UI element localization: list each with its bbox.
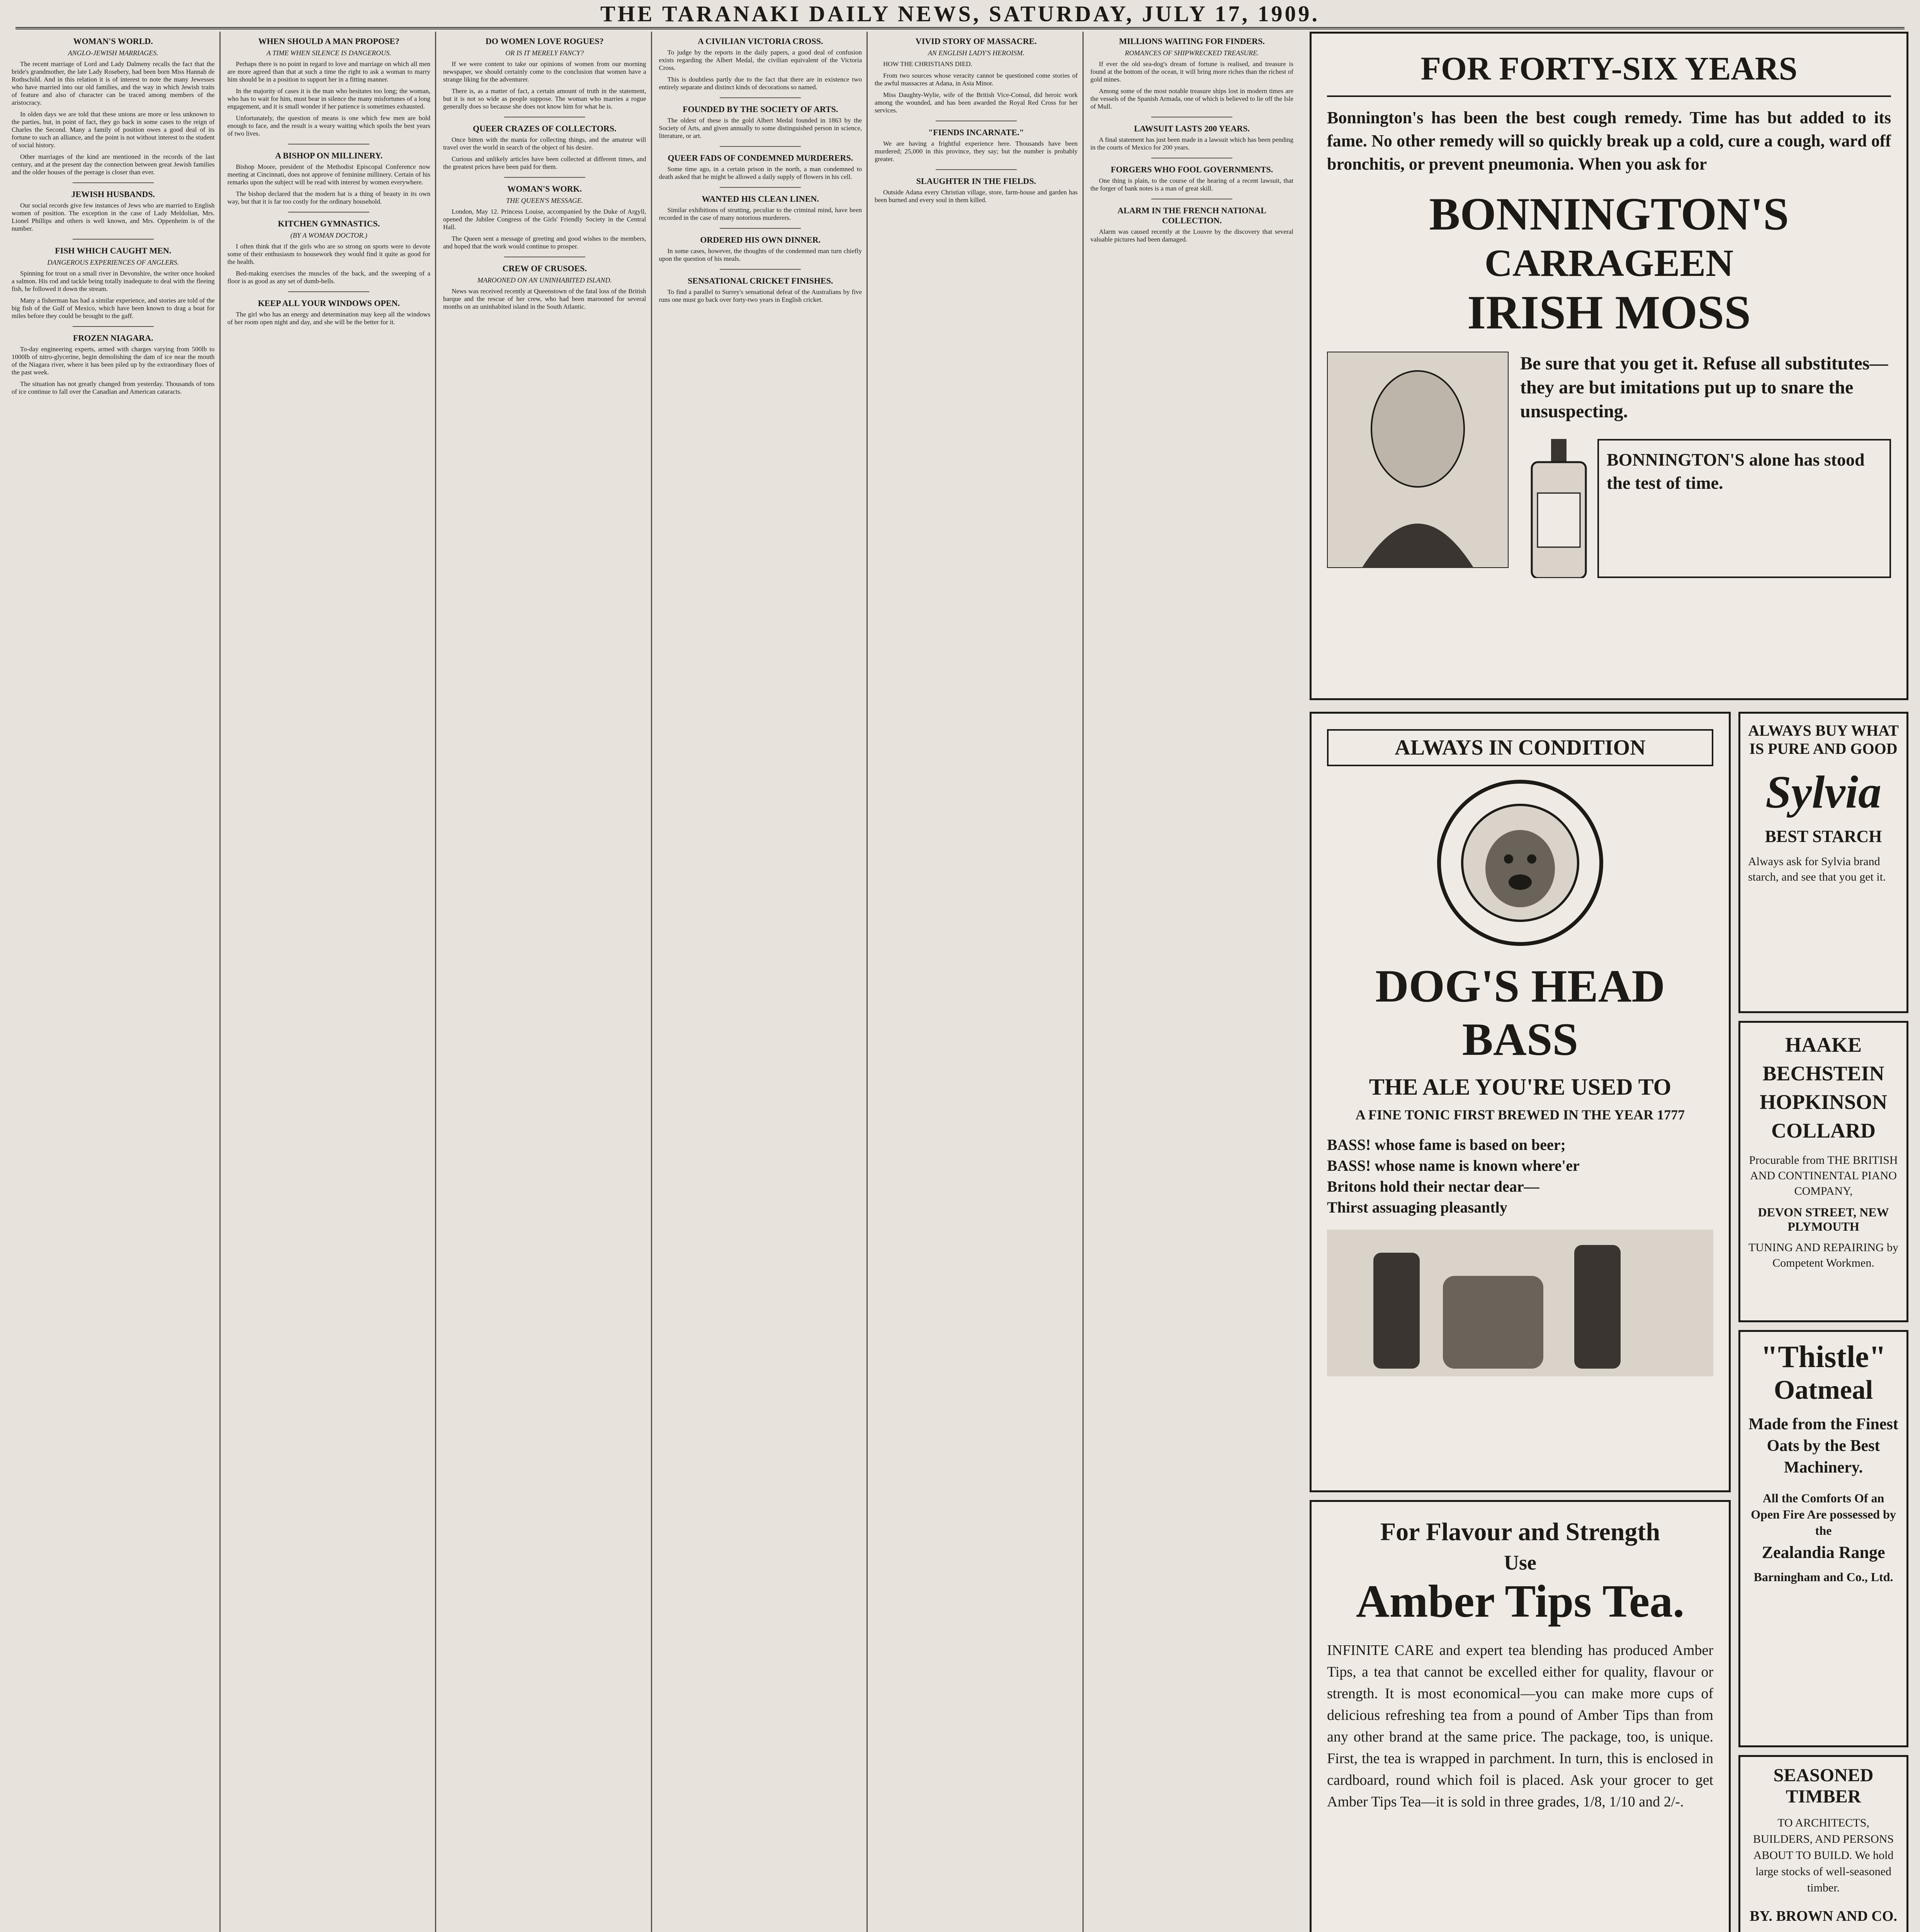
bass-est: A FINE TONIC FIRST BREWED IN THE YEAR 1777: [1355, 1107, 1685, 1122]
column-rule: [720, 97, 801, 98]
sylvia-top: ALWAYS BUY WHAT IS PURE AND GOOD: [1748, 722, 1899, 757]
article-paragraph: This is doubtless partly due to the fact that there are in existence two entirely separate and distinct kinds of decorations so named.: [659, 76, 862, 91]
piano-tuning: TUNING AND REPAIRING by Competent Workmen.: [1748, 1241, 1899, 1269]
article-paragraph: If we were content to take our opinions of women from our morning newspaper, we should certainly come to the conclusion that women have a strange liking for the adventurer.: [443, 60, 646, 83]
bottle-illustration: [1520, 439, 1597, 578]
article-headline: SENSATIONAL CRICKET FINISHES.: [688, 276, 833, 286]
column-rule: [720, 187, 801, 188]
portrait-illustration: [1327, 352, 1509, 568]
timber-firm: BY. BROWN AND CO.: [1750, 1908, 1897, 1924]
bass-note1: BASS! whose fame is based on beer;: [1327, 1136, 1566, 1153]
article-paragraph: The girl who has an energy and determination may keep all the windows of her room open night and day, and she will be the better for it.: [227, 311, 430, 326]
article-headline: WOMAN'S WORK.: [507, 184, 582, 194]
article-headline: WHEN SHOULD A MAN PROPOSE?: [258, 36, 399, 46]
article-subheadline: DANGEROUS EXPERIENCES OF ANGLERS.: [47, 259, 179, 266]
piano-line-3: HOPKINSON: [1759, 1090, 1888, 1114]
article-paragraph: There is, as a matter of fact, a certain amount of truth in the statement, but it is not so wide as people suppose. The woman who marries a rogue generally does so because she does not know him for what he is.: [443, 87, 646, 110]
article-subheadline: OR IS IT MERELY FANCY?: [505, 49, 584, 57]
article-headline: KEEP ALL YOUR WINDOWS OPEN.: [258, 298, 400, 308]
article-paragraph: Bed-making exercises the muscles of the back, and the sweeping of a floor is as good as any set of dumb-bells.: [227, 270, 430, 285]
article-paragraph: In some cases, however, the thoughts of the condemned man turn chiefly upon the question of his meals.: [659, 247, 862, 262]
article-headline: ORDERED HIS OWN DINNER.: [700, 235, 821, 245]
article-paragraph: Curious and unlikely articles have been collected at different times, and the greatest prices have been paid for them.: [443, 155, 646, 170]
column-rule: [73, 239, 154, 240]
bass-note4: Thirst assuaging pleasantly: [1327, 1199, 1507, 1216]
thistle-range: Zealandia Range: [1762, 1543, 1885, 1562]
article-paragraph: News was received recently at Queenstown of the fatal loss of the British barque and the rescue of her crew, who had been marooned for several months on an uninhabited island in the South Atlantic.: [443, 287, 646, 310]
article-subheadline: ROMANCES OF SHIPWRECKED TREASURE.: [1125, 49, 1259, 57]
column-1: [12, 32, 221, 1932]
bass-title1: DOG'S HEAD: [1375, 960, 1665, 1012]
article-subheadline: ANGLO-JEWISH MARRIAGES.: [68, 49, 158, 57]
article-paragraph: Many a fisherman has had a similar experience, and stories are told of the big fish of the Gulf of Mexico, which have been known to drag a boat for miles before they could be brought to the gaff.: [12, 297, 215, 320]
article-paragraph: Alarm was caused recently at the Louvre by the discovery that several valuable pictures had been damaged.: [1090, 228, 1293, 243]
article-paragraph: We are having a frightful experience here. Thousands have been murdered; 25,000 in this province, they say; but the number is probably greater.: [875, 140, 1078, 163]
column-rule: [720, 228, 801, 229]
bonnington-product2: IRISH MOSS: [1467, 286, 1751, 339]
bass-note3: Britons hold their nectar dear—: [1327, 1178, 1539, 1195]
amber-top: For Flavour and Strength: [1380, 1518, 1660, 1546]
piano-list-ad: [1738, 1021, 1908, 1322]
article-paragraph: Unfortunately, the question of means is one which few men are bold enough to face, and the result is a weary waiting which spoils the best years of two lives.: [227, 114, 430, 137]
article-paragraph: Perhaps there is no point in regard to love and marriage on which all men are more agreed than that at such a time the right to ask a woman to marry him should be in a position to support her in a fitting manner.: [227, 60, 430, 83]
article-headline: DO WOMEN LOVE ROGUES?: [485, 36, 604, 46]
thistle-text: Made from the Finest Oats by the Best Machinery.: [1748, 1415, 1898, 1476]
amber-text: INFINITE CARE and expert tea blending has produced Amber Tips, a tea that cannot be excelled either for quality, flavour or strength. It is most economical—you can make more cups of delicious refreshing tea from a pound of Amber Tips than from any other brand at the same price. The package, too, is unique. First, the tea is wrapped in parchment. In turn, this is enclosed in cardboard, round which foil is placed. Ask your grocer to get Amber Tips Tea—it is sold in three grades, 1/8, 1/10 and 2/-.: [1327, 1642, 1713, 1810]
article-paragraph: The oldest of these is the gold Albert Medal founded in 1863 by the Society of Arts, and given annually to some distinguished person in science, literature, or art.: [659, 117, 862, 139]
article-paragraph: Our social records give few instances of Jews who are married to English women of position. The exception in the case of Lady Meldolian, Mrs. Lionel Phillips and others is well known, and Mrs. Oppenheim is of the number.: [12, 202, 215, 232]
article-paragraph: Outside Adana every Christian village, store, farm-house and garden has been burned and every soul in them killed.: [875, 189, 1078, 204]
column-2: [228, 32, 437, 1932]
column-rule: [288, 212, 369, 213]
piano-address: DEVON STREET, NEW PLYMOUTH: [1758, 1205, 1889, 1233]
column-4: [659, 32, 868, 1932]
article-headline: QUEER CRAZES OF COLLECTORS.: [472, 124, 617, 133]
article-paragraph: The recent marriage of Lord and Lady Dalmeny recalls the fact that the bride's grandmother, the late Lady Rosebery, had been born Miss Hannah de Rothschild. And in this relation it is of interest to note the many Jewesses who have married into our old families, and the way in which Jewish traits of feature and also of character can be traced among members of the aristocracy.: [12, 60, 215, 106]
article-paragraph: In olden days we are told that these unions are more or less unknown to the parties, but, in point of fact, they go back in some cases to the reign of Charles the Second. Many a family of position owes a good deal of its fortune to such an alliance, and the point is not without interest to the student of social history.: [12, 111, 215, 149]
bonnington-headline: FOR FORTY-SIX YEARS: [1327, 49, 1891, 97]
article-paragraph: The situation has not greatly changed from yesterday. Thousands of tons of ice continue to fall over the Canadian and American cataracts.: [12, 380, 215, 395]
thistle-title: "Thistle": [1760, 1340, 1886, 1374]
column-rule: [288, 291, 369, 292]
article-subheadline: A TIME WHEN SILENCE IS DANGEROUS.: [266, 49, 391, 57]
timber-title: SEASONED TIMBER: [1773, 1765, 1874, 1807]
article-paragraph: Similar exhibitions of strutting, peculiar to the criminal mind, have been recorded in the case of many notorious murderers.: [659, 206, 862, 221]
article-paragraph: One thing is plain, to the course of the hearing of a recent lawsuit, that the forger of bank notes is a man of great skill.: [1090, 177, 1293, 192]
piano-from: Procurable from THE BRITISH AND CONTINENTAL PIANO COMPANY,: [1749, 1154, 1898, 1197]
article-paragraph: Spinning for trout on a small river in Devonshire, the writer once hooked a salmon. His rod and tackle being totally inadequate to deal with the fleeing fish, he followed it down the stream.: [12, 270, 215, 293]
advertisement-column: [1310, 32, 1908, 1932]
article-paragraph: The Queen sent a message of greeting and good wishes to the members, and hoped that the work would continue to prosper.: [443, 235, 646, 250]
article-headline: SLAUGHTER IN THE FIELDS.: [916, 176, 1036, 186]
bass-note2: BASS! whose name is known where'er: [1327, 1157, 1580, 1174]
timber-text: TO ARCHITECTS, BUILDERS, AND PERSONS ABOUT TO BUILD. We hold large stocks of well-seasoned timber.: [1753, 1816, 1894, 1894]
column-rule: [73, 326, 154, 327]
article-paragraph: In the majority of cases it is the man who hesitates too long; the woman, who has to wait for him, must bear in silence the many misfortunes of a long engagement, and it is small wonder if her patience is sometimes exhausted.: [227, 87, 430, 110]
sylvia-sub: BEST STARCH: [1765, 827, 1882, 846]
article-headline: FISH WHICH CAUGHT MEN.: [55, 246, 172, 255]
bottles-illustration: [1327, 1230, 1713, 1376]
amber-tips-ad: [1310, 1500, 1731, 1932]
article-paragraph: Some time ago, in a certain prison in the north, a man condemned to death asked that he might be allowed a daily supply of flowers in his cell.: [659, 165, 862, 180]
article-headline: "FIENDS INCARNATE.": [928, 128, 1024, 137]
article-headline: FROZEN NIAGARA.: [73, 333, 153, 343]
bass-title2: BASS: [1462, 1014, 1578, 1065]
article-paragraph: Among some of the most notable treasure ships lost in modern times are the vessels of the Spanish Armada, one of which is believed to lie off the Isle of Mull.: [1090, 87, 1293, 110]
column-rule: [936, 169, 1017, 170]
column-3: [443, 32, 652, 1932]
piano-line-4: COLLARD: [1771, 1119, 1876, 1142]
column-rule: [720, 146, 801, 147]
article-subheadline: (BY A WOMAN DOCTOR.): [290, 231, 367, 239]
article-paragraph: To judge by the reports in the daily papers, a good deal of confusion exists regarding the Albert Medal, the civilian equivalent of the Victoria Cross.: [659, 49, 862, 71]
bonnington-advice: Be sure that you get it. Refuse all substitutes—they are but imitations put up to snare the unsuspecting.: [1520, 353, 1888, 422]
article-paragraph: The bishop declared that the modern hat is a thing of beauty in its own way, but that it is far too costly for the ordinary household.: [227, 190, 430, 205]
article-paragraph: I often think that if the girls who are so strong on sports were to devote some of their enthusiasm to housework they would find it quite as good for the health.: [227, 243, 430, 265]
thistle-ad: [1738, 1330, 1908, 1747]
article-paragraph: To-day engineering experts, armed with charges varying from 500lb to 1000lb of nitro-glycerine, begin demolishing the dam of ice near the mouth of the Niagara river, where it has been piled up by the extraordinary floes of the past week.: [12, 345, 215, 376]
article-headline: VIVID STORY OF MASSACRE.: [915, 36, 1037, 46]
article-paragraph: Other marriages of the kind are mentioned in the records of the last century, and at the present day the connection between great Jewish families and the older houses of the peerage is closer than ever.: [12, 153, 215, 176]
article-paragraph: From two sources whose veracity cannot be questioned come stories of the awful massacres at Adana, in Asia Minor.: [875, 72, 1078, 87]
column-rule: [720, 269, 801, 270]
article-paragraph: Bishop Moore, president of the Methodist Episcopal Conference now meeting at Cincinnati, does not approve of feminine millinery. Certain of his remarks upon the subject will be read with interest by women everywhere.: [227, 163, 430, 186]
article-subheadline: AN ENGLISH LADY'S HEROISM.: [928, 49, 1025, 57]
column-5: [875, 32, 1084, 1932]
amber-brand: Amber Tips Tea.: [1356, 1575, 1685, 1627]
article-headline: WANTED HIS CLEAN LINEN.: [702, 194, 819, 204]
piano-line-2: BECHSTEIN: [1762, 1062, 1884, 1085]
column-rule: [288, 144, 369, 145]
bass-badge: ALWAYS IN CONDITION: [1327, 729, 1713, 766]
bonnington-brand: BONNINGTON'S: [1429, 188, 1789, 240]
sylvia-ask: Always ask for Sylvia brand starch, and see that you get it.: [1748, 855, 1886, 883]
article-paragraph: A final statement has just been made in a lawsuit which has been pending in the courts of Mexico for 200 years.: [1090, 136, 1293, 151]
article-headline: ALARM IN THE FRENCH NATIONAL COLLECTION.: [1117, 206, 1266, 225]
bonnington-product1: CARRAGEEN: [1484, 242, 1734, 284]
timber-ad: [1738, 1755, 1908, 1932]
article-paragraph: HOW THE CHRISTIANS DIED.: [883, 60, 972, 68]
column-rule: [504, 177, 585, 178]
thistle-maker: Barningham and Co., Ltd.: [1753, 1570, 1893, 1584]
article-headline: MILLIONS WAITING FOR FINDERS.: [1119, 36, 1265, 46]
dog-head-logo-icon: [1435, 778, 1605, 948]
article-headline: A BISHOP ON MILLINERY.: [275, 151, 383, 160]
article-paragraph: London, May 12. Princess Louise, accompanied by the Duke of Argyll, opened the Jubilee Congress of the Girls' Friendly Society in the Central Hall.: [443, 208, 646, 231]
article-headline: LAWSUIT LASTS 200 YEARS.: [1134, 124, 1250, 133]
article-headline: A CIVILIAN VICTORIA CROSS.: [698, 36, 823, 46]
article-headline: FORGERS WHO FOOL GOVERNMENTS.: [1111, 165, 1273, 174]
article-headline: FOUNDED BY THE SOCIETY OF ARTS.: [683, 104, 838, 114]
article-subheadline: MAROONED ON AN UNINHABITED ISLAND.: [477, 276, 612, 284]
bass-sub: THE ALE YOU'RE USED TO: [1369, 1074, 1672, 1100]
article-paragraph: If ever the old sea-dog's dream of fortune is realised, and treasure is found at the bottom of the ocean, it will bring more riches than the richest of gold mines.: [1090, 60, 1293, 83]
article-paragraph: Miss Daughty-Wylie, wife of the British Vice-Consul, did heroic work among the wounded, and has been awarded the Royal Red Cross for her services.: [875, 91, 1078, 114]
sylvia-brand: Sylvia: [1765, 766, 1881, 818]
article-headline: CREW OF CRUSOES.: [502, 264, 587, 273]
thistle-sub: Oatmeal: [1774, 1375, 1873, 1405]
article-paragraph: Once bitten with the mania for collecting things, and the amateur will travel over the world in search of the object of his desire.: [443, 136, 646, 151]
column-6: [1091, 32, 1298, 1932]
sylvia-ad: [1738, 712, 1908, 1013]
article-headline: QUEER FADS OF CONDEMNED MURDERERS.: [668, 153, 853, 163]
bass-ad: [1310, 712, 1731, 1492]
news-columns: [12, 32, 1298, 1932]
masthead: THE TARANAKI DAILY NEWS, SATURDAY, JULY 17, 1909.: [15, 0, 1905, 29]
article-headline: KITCHEN GYMNASTICS.: [278, 219, 380, 228]
bonnington-tagline: BONNINGTON'S alone has stood the test of time.: [1597, 439, 1891, 578]
piano-line-1: HAAKE: [1785, 1033, 1862, 1056]
bonnington-text: Bonnington's has been the best cough remedy. Time has but added to its fame. No other remedy will so quickly break up a cold, cure a cough, ward off bronchitis, or prevent pneumonia. When you ask for: [1327, 108, 1891, 173]
article-headline: WOMAN'S WORLD.: [73, 36, 153, 46]
amber-use: Use: [1504, 1551, 1536, 1574]
bonnington-ad: [1310, 32, 1908, 700]
article-subheadline: THE QUEEN'S MESSAGE.: [506, 197, 583, 204]
column-rule: [73, 182, 154, 183]
article-paragraph: To find a parallel to Surrey's sensational defeat of the Australians by five runs one must go back over forty-two years in English cricket.: [659, 288, 862, 303]
thistle-comforts: All the Comforts Of an Open Fire Are possessed by the: [1751, 1491, 1896, 1537]
article-headline: JEWISH HUSBANDS.: [71, 189, 155, 199]
